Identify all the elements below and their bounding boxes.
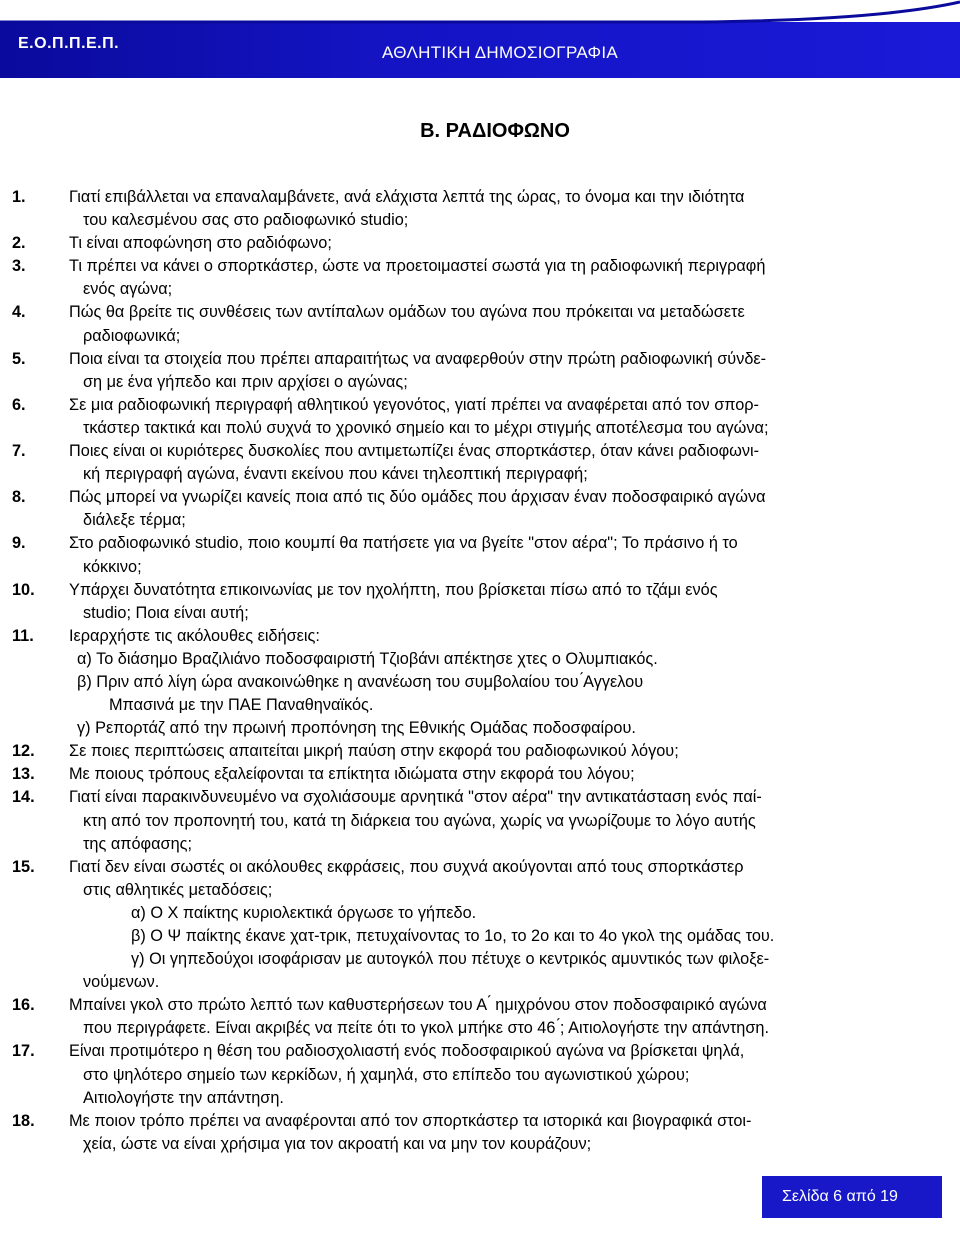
question-text-line: στις αθλητικές μεταδόσεις;	[83, 880, 273, 899]
question-text-line: Γιατί είναι παρακινδυνευμένο να σχολιάσουμε αρνητικά "στον αέρα" την αντικατάσταση ενός παί-	[69, 788, 762, 807]
question-text-line: Πώς θα βρείτε τις συνθέσεις των αντίπαλων ομάδων του αγώνα που πρόκειται να μεταδώσετε	[69, 303, 745, 322]
question-text-line: της απόφασης;	[83, 834, 193, 853]
question-number: 11.	[12, 626, 34, 645]
question-item	[12, 740, 942, 763]
question-text-line: Στο ραδιοφωνικό studio, ποιο κουμπί θα πατήσετε για να βγείτε "στον αέρα"; Το πράσινο ή το	[69, 534, 738, 553]
question-text-line: Τι πρέπει να κάνει ο σπορτκάστερ, ώστε να προετοιμαστεί σωστά για τη ραδιοφωνική περιγραφή	[69, 257, 766, 276]
question-number: 16.	[12, 996, 35, 1015]
question-item	[12, 786, 942, 855]
header-band	[0, 0, 960, 78]
question-text-line: του καλεσμένου σας στο ραδιοφωνικό studio;	[83, 211, 409, 230]
question-item	[12, 301, 942, 347]
question-text-line: Σε ποιες περιπτώσεις απαιτείται μικρή παύση στην εκφορά του ραδιοφωνικού λόγου;	[69, 742, 679, 761]
question-text-line: Ιεραρχήστε τις ακόλουθες ειδήσεις:	[69, 626, 320, 645]
question-item	[12, 1110, 942, 1156]
sub-item: γ) Ρεπορτάζ από την πρωινή προπόνηση της Εθνικής Ομάδας ποδοσφαίρου.	[77, 719, 636, 738]
question-number: 7.	[12, 442, 26, 461]
question-number: 12.	[12, 742, 35, 761]
sub-item: α) Το διάσημο Βραζιλιάνο ποδοσφαιριστή Τζιοβάνι απέκτησε χτες ο Ολυμπιακός.	[77, 649, 658, 668]
question-text-line: Ποιες είναι οι κυριότερες δυσκολίες που αντιμετωπίζει ένας σπορτκάστερ, όταν κάνει ραδιοφωνι-	[69, 442, 760, 461]
sub-item: α) Ο Χ παίκτης κυριολεκτικά όργωσε το γήπεδο.	[131, 903, 477, 922]
question-text-line: ραδιοφωνικά;	[83, 326, 181, 345]
header-swoosh-decoration	[0, 0, 960, 78]
question-item	[12, 625, 942, 740]
question-number: 18.	[12, 1111, 35, 1130]
question-text-line: κτη από τον προπονητή του, κατά τη διάρκεια του αγώνα, χωρίς να γνωρίζουμε το λόγο αυτής	[83, 811, 756, 830]
question-item	[12, 186, 942, 232]
question-number: 5.	[12, 349, 26, 368]
question-text-line: ση με ένα γήπεδο και πριν αρχίσει ο αγώνας;	[83, 372, 408, 391]
question-text-line: studio; Ποια είναι αυτή;	[83, 603, 249, 622]
question-number: 17.	[12, 1042, 35, 1061]
course-subject: ΑΘΛΗΤΙΚΗ ΔΗΜΟΣΙΟΓΡΑΦΙΑ	[382, 43, 619, 62]
question-text-line: Σε μια ραδιοφωνική περιγραφή αθλητικού γεγονότος, γιατί πρέπει να αναφέρεται από τον σπορ-	[69, 395, 759, 414]
question-item	[12, 232, 942, 255]
question-text-line: διάλεξε τέρμα;	[83, 511, 186, 530]
question-number: 10.	[12, 580, 35, 599]
question-item	[12, 394, 942, 440]
section-title: Β. ΡΑΔΙΟΦΩΝΟ	[420, 120, 570, 142]
question-text-line: στο ψηλότερο σημείο των κερκίδων, ή χαμηλά, στο επίπεδο του αγωνιστικού χώρου;	[83, 1065, 690, 1084]
question-text-line: Τι είναι αποφώνηση στο ραδιόφωνο;	[69, 234, 332, 253]
question-text-line: που περιγράφετε. Είναι ακριβές να πείτε ότι το γκολ μπήκε στο 46 ́; Αιτιολογήστε την απάντηση.	[83, 1019, 769, 1038]
question-text-line: κόκκινο;	[83, 557, 142, 576]
question-text-line: Αιτιολογήστε την απάντηση.	[83, 1088, 284, 1107]
question-item	[12, 763, 942, 786]
question-list	[12, 186, 942, 1156]
question-text-line: Υπάρχει δυνατότητα επικοινωνίας με τον ηχολήπτη, που βρίσκεται πίσω από το τζάμι ενός	[69, 580, 718, 599]
question-text-line: ενός αγώνα;	[83, 280, 173, 299]
page-number: Σελίδα 6 από 19	[782, 1188, 898, 1205]
question-item	[12, 856, 942, 995]
question-text-line: χεία, ώστε να είναι χρήσιμα για τον ακροατή και να μην τον κουράζουν;	[83, 1134, 592, 1153]
question-text-line: κή περιγραφή αγώνα, έναντι εκείνου που κάνει τηλεοπτική περιγραφή;	[83, 465, 588, 484]
question-item	[12, 1040, 942, 1109]
question-item	[12, 255, 942, 301]
brand-label: Ε.Ο.Π.Π.Ε.Π.	[18, 35, 120, 52]
question-text-line: Ποια είναι τα στοιχεία που πρέπει απαραιτήτως να αναφερθούν στην πρώτη ραδιοφωνική σύνδε-	[69, 349, 767, 368]
question-number: 15.	[12, 857, 35, 876]
question-number: 13.	[12, 765, 35, 784]
sub-item: β) Πριν από λίγη ώρα ανακοινώθηκε η ανανέωση του συμβολαίου του ́Αγγελου	[77, 672, 644, 691]
question-item	[12, 579, 942, 625]
question-item	[12, 994, 942, 1040]
sub-item: Μπασινά με την ΠΑΕ Παναθηναϊκός.	[109, 696, 374, 715]
question-item	[12, 532, 942, 578]
sub-item: νούμενων.	[83, 973, 160, 992]
page-footer	[762, 1176, 942, 1218]
question-text-line: Μπαίνει γκολ στο πρώτο λεπτό των καθυστερήσεων του Α ́ ημιχρόνου στον ποδοσφαιρικό αγώνα	[69, 996, 767, 1015]
question-item	[12, 348, 942, 394]
question-text-line: Γιατί επιβάλλεται να επαναλαμβάνετε, ανά ελάχιστα λεπτά της ώρας, το όνομα και την ιδιότητα	[69, 188, 745, 206]
question-text-line: Γιατί δεν είναι σωστές οι ακόλουθες εκφράσεις, που συχνά ακούγονται από τους σπορτκάστερ	[69, 857, 744, 876]
question-number: 3.	[12, 257, 26, 276]
sub-item: β) Ο Ψ παίκτης έκανε χατ-τρικ, πετυχαίνοντας το 1ο, το 2ο και το 4ο γκολ της ομάδας του.	[131, 927, 775, 945]
question-number: 2.	[12, 234, 26, 253]
question-text-line: Με ποιον τρόπο πρέπει να αναφέρονται από τον σπορτκάστερ τα ιστορικά και βιογραφικά στοι-	[69, 1111, 752, 1130]
question-text-line: Πώς μπορεί να γνωρίζει κανείς ποια από τις δύο ομάδες που άρχισαν έναν ποδοσφαιρικό αγώνα	[69, 488, 766, 507]
question-number: 4.	[12, 303, 26, 322]
question-item	[12, 440, 942, 486]
question-number: 14.	[12, 788, 35, 807]
question-text-line: Με ποιους τρόπους εξαλείφονται τα επίκτητα ιδιώματα στην εκφορά του λόγου;	[69, 765, 635, 784]
question-number: 6.	[12, 395, 26, 414]
question-number: 9.	[12, 534, 26, 553]
question-number: 8.	[12, 488, 26, 507]
question-text-line: τκάστερ τακτικά και πολύ συχνά το χρονικό σημείο και το μέχρι στιγμής αποτέλεσμα του αγώνα;	[83, 418, 769, 437]
question-text-line: Είναι προτιμότερο η θέση του ραδιοσχολιαστή ενός ποδοσφαιρικού αγώνα να βρίσκεται ψηλά,	[69, 1042, 745, 1061]
sub-item: γ) Οι γηπεδούχοι ισοφάρισαν με αυτογκόλ που πέτυχε ο κεντρικός αμυντικός των φιλοξε-	[131, 950, 770, 969]
question-number: 1.	[12, 188, 26, 206]
question-item	[12, 486, 942, 532]
